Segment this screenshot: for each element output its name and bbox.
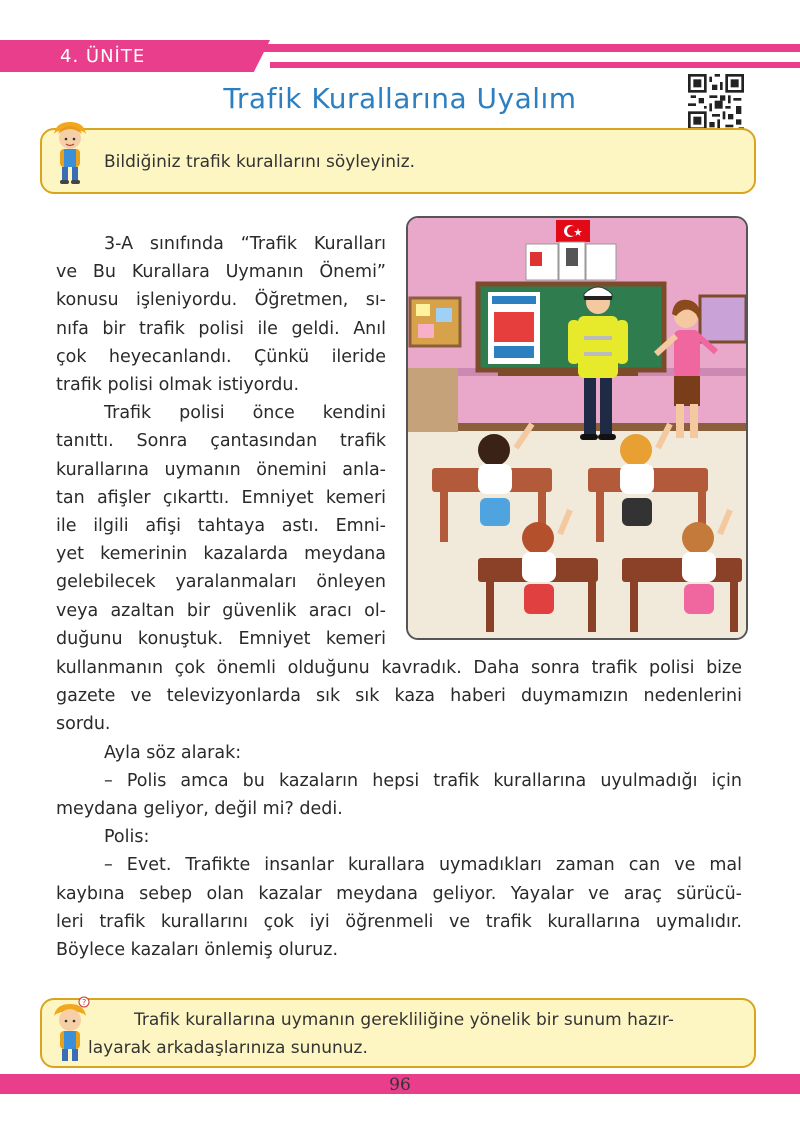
story-line: 3-A sınıfında “Trafik Kuralları — [104, 234, 386, 254]
page-number: 96 — [389, 1075, 411, 1095]
classroom-illustration-icon — [408, 218, 746, 638]
story-line: ve Bu Kurallara Uymanın Önemi” — [56, 262, 386, 283]
story-line: leri trafik kurallarını çok iyi öğrenmeli ve trafik kurallarına uymalıdır. — [56, 911, 742, 932]
story-line: kaybına sebep olan kazalar meydana geliyor. Yayalar ve araç sürücü- — [56, 883, 742, 904]
header-lower-bar — [270, 62, 800, 68]
story-line: çok heyecanlandı. Çünkü ileride — [56, 346, 386, 367]
story-wide-column — [56, 654, 742, 964]
unit-label: 4. ÜNİTE — [60, 46, 146, 67]
qr-code-icon[interactable] — [688, 74, 744, 130]
story-line: Ayla söz alarak: — [104, 742, 242, 763]
story-line: Böylece kazaları önlemiş oluruz. — [56, 940, 339, 961]
story-line: trafik polisi olmak istiyordu. — [56, 375, 300, 396]
page-title: Trafik Kurallarına Uyalım — [223, 82, 577, 115]
story-line: nıfa bir trafik polisi ile geldi. Anıl — [56, 318, 386, 339]
story-line: – Polis amca bu kazaların hepsi trafik kurallarına uyulmadığı için — [104, 770, 742, 791]
story-line: kurallarına uymanın önemini anla- — [56, 459, 386, 480]
story-line: Trafik polisi önce kendini — [104, 403, 386, 424]
story-line: duğunu konuştuk. Emniyet kemeri — [56, 628, 386, 649]
story-narrow-column — [56, 230, 386, 653]
task-text: Trafik kurallarına uymanın gerekliliğine yönelik bir sunum hazır- layarak arkadaşlarınıza sununuz. — [88, 1010, 674, 1058]
story-line: tanıttı. Sonra çantasından trafik — [56, 431, 386, 452]
story-line: gelebilecek yaralanmaları önleyen — [56, 572, 386, 593]
story-line: konusu işleniyordu. Öğretmen, sı- — [56, 290, 386, 311]
classroom-illustration — [406, 216, 748, 640]
boy-mascot-icon — [44, 118, 96, 188]
story-line: tan afişler çıkarttı. Emniyet kemeri — [56, 487, 386, 508]
story-line: kullanmanın çok önemli olduğunu kavradık. Daha sonra trafik polisi bize — [56, 658, 742, 678]
story-line: – Evet. Trafikte insanlar kurallara uymadıkları zaman can ve mal — [104, 855, 742, 876]
task-instruction — [88, 1006, 742, 1062]
intro-question: Bildiğiniz trafik kurallarını söyleyiniz. — [104, 152, 416, 172]
svg-text:?: ? — [82, 998, 87, 1007]
story-line: Polis: — [104, 827, 150, 848]
story-line: gazete ve televizyonlarda sık sık kaza haberi duymamızın nedenlerini — [56, 686, 742, 707]
story-line: yet kemerinin kazalarda meydana — [56, 544, 386, 565]
story-line: ile ilgili afişi tahtaya astı. Emni- — [56, 516, 386, 537]
story-line: sordu. — [56, 714, 111, 735]
story-line: meydana geliyor, değil mi? dedi. — [56, 799, 343, 820]
story-line: veya azaltan bir güvenlik aracı ol- — [56, 600, 386, 621]
